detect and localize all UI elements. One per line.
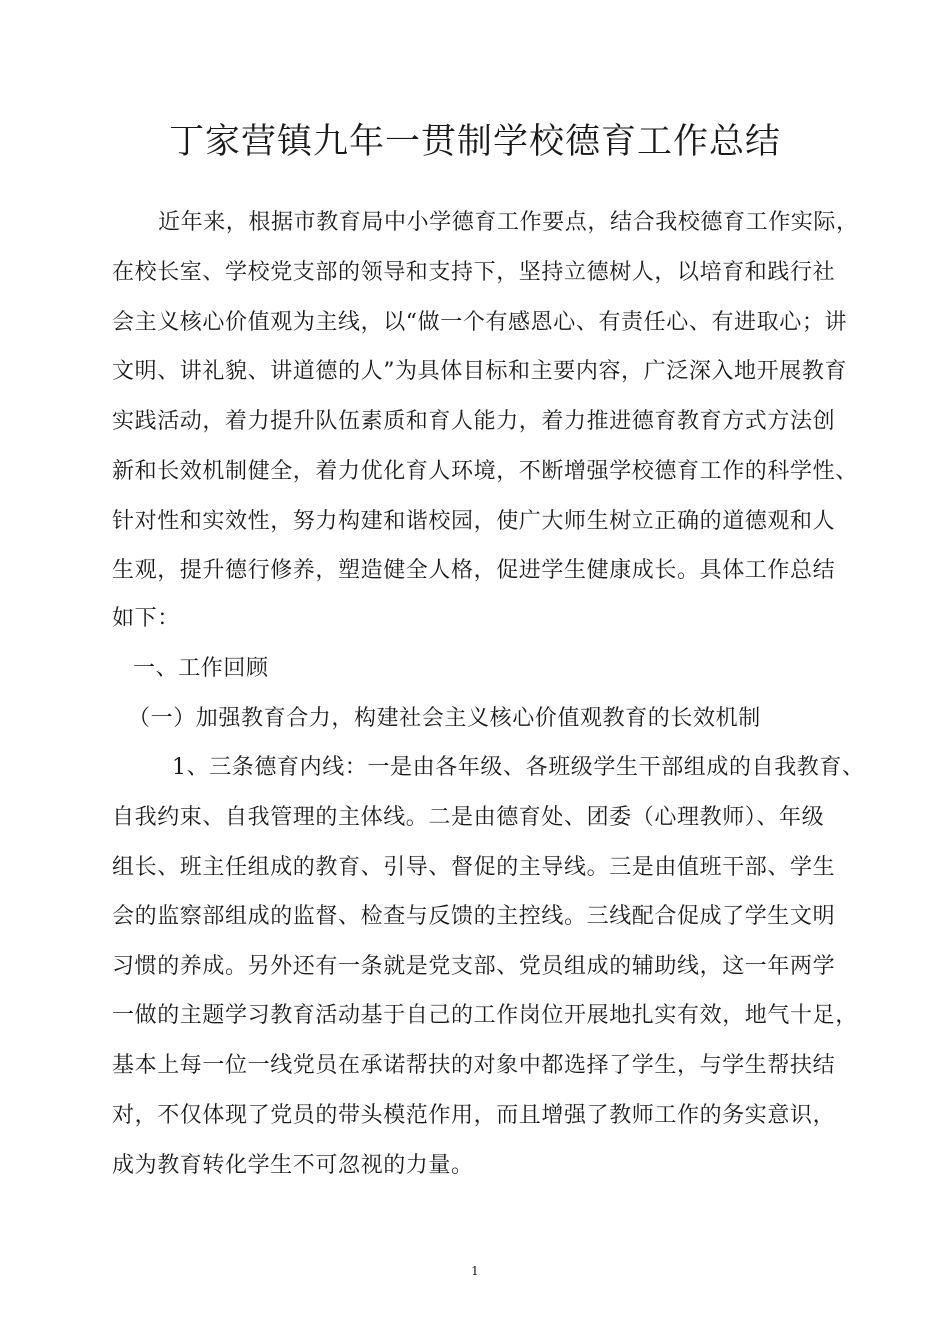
paragraph-line: 成为教育转化学生不可忽视的力量。 — [112, 1153, 474, 1178]
paragraph-line: 近年来，根据市教育局中小学德育工作要点，结合我校德育工作实际， — [158, 210, 859, 235]
paragraph-line: 一做的主题学习教育活动基于自己的工作岗位开展地扎实有效，地气十足， — [112, 1003, 858, 1028]
page-number: 1 — [471, 1264, 479, 1278]
paragraph-line: 会主义核心价值观为主线，以“做一个有感恩心、有责任心、有进取心；讲 — [112, 310, 848, 335]
paragraph-line: 在校长室、学校党支部的领导和支持下，坚持立德树人，以培育和践行社 — [112, 260, 836, 285]
paragraph-line: 习惯的养成。另外还有一条就是党支部、党员组成的辅助线，这一年两学 — [112, 954, 836, 979]
paragraph-line: 自我约束、自我管理的主体线。二是由德育处、团委（心理教师）、年级 — [112, 805, 825, 830]
paragraph-line: 新和长效机制健全，着力优化育人环境，不断增强学校德育工作的科学性、 — [112, 459, 858, 484]
paragraph-line: 对，不仅体现了党员的带头模范作用，而且增强了教师工作的务实意识， — [112, 1103, 836, 1128]
paragraph-line: 如下： — [112, 606, 180, 631]
paragraph-line: 组长、班主任组成的教育、引导、督促的主导线。三是由值班干部、学生 — [112, 855, 836, 880]
section-heading: 一、工作回顾 — [133, 656, 269, 681]
paragraph-line: 生观，提升德行修养，塑造健全人格，促进学生健康成长。具体工作总结 — [112, 558, 836, 583]
paragraph-line: 基本上每一位一线党员在承诺帮扶的对象中都选择了学生，与学生帮扶结 — [112, 1053, 836, 1078]
paragraph-line: 会的监察部组成的监督、检查与反馈的主控线。三线配合促成了学生文明 — [112, 904, 836, 929]
paragraph-line: 1、三条德育内线：一是由各年级、各班级学生干部组成的自我教育、 — [172, 755, 865, 780]
paragraph-line: 文明、讲礼貌、讲道德的人”为具体目标和主要内容，广泛深入地开展教育 — [112, 359, 848, 384]
paragraph-line: 实践活动，着力提升队伍素质和育人能力，着力推进德育教育方式方法创 — [112, 409, 836, 434]
paragraph-line: 针对性和实效性，努力构建和谐校园，使广大师生树立正确的道德观和人 — [112, 509, 836, 534]
document-title: 丁家营镇九年一贯制学校德育工作总结 — [168, 122, 781, 162]
subsection-heading: （一）加强教育合力，构建社会主义核心价值观教育的长效机制 — [128, 706, 761, 731]
